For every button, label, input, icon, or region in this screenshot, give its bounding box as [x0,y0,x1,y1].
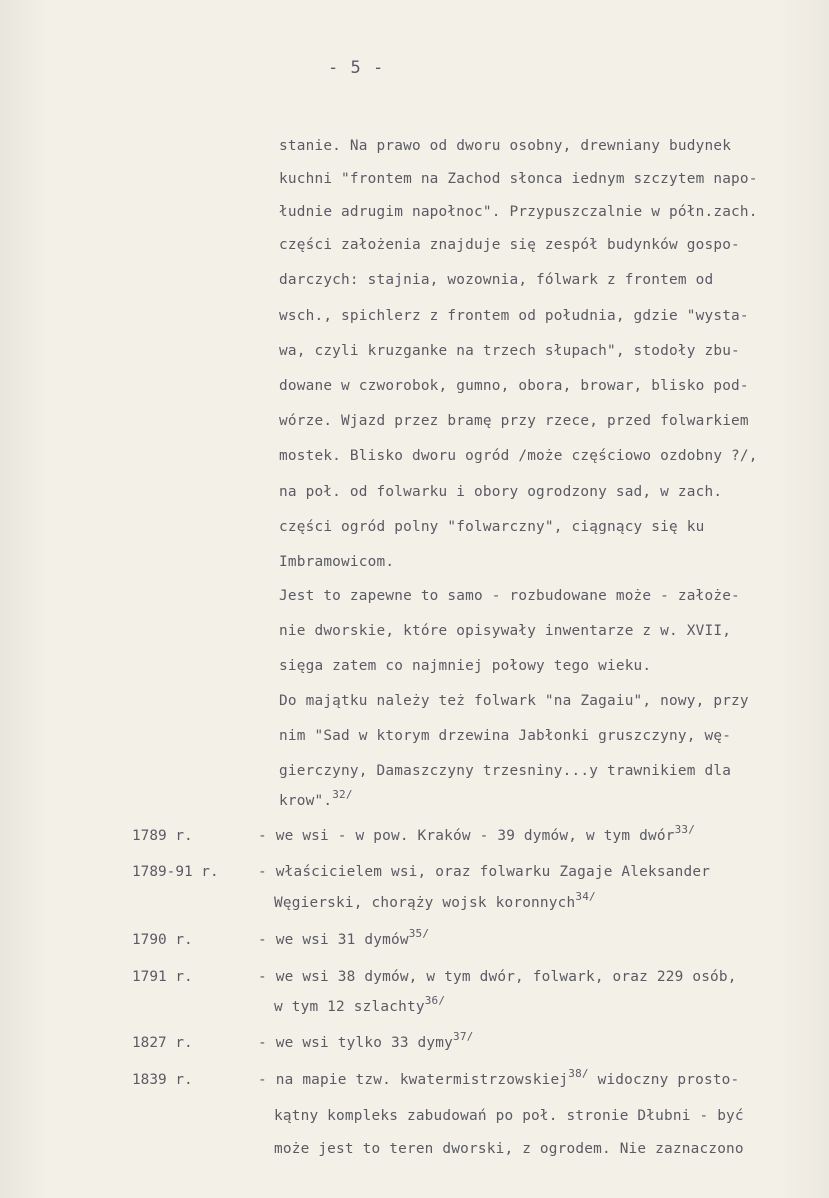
entry-text: kątny kompleks zabudowań po poł. stronie Dłubni - być [274,1108,744,1124]
entry-text [274,994,446,1017]
entry-text-body: - we wsi - w pow. Kraków - 39 dymów, w tym dwór [258,828,675,844]
entry-text-body: - na mapie tzw. kwatermistrzowskiej [258,1072,569,1088]
text-line: na poł. od folwarku i obory ogrodzony sad, w zach. [279,484,723,500]
page-number: - 5 - [328,58,385,78]
entry-text [258,927,430,950]
text-line: kuchni "frontem na Zachod słonca iednym szczytem napo- [279,171,758,187]
entry-year: 1827 r. [132,1035,193,1051]
entry-text [258,1067,740,1090]
text-line: nim "Sad w ktorym drzewina Jabłonki gruszczyny, wę- [279,728,732,744]
footnote-ref: 36/ [424,994,446,1007]
text-line: wa, czyli kruzganke na trzech słupach", stodoły zbu- [279,343,740,359]
text-line: nie dworskie, które opisywały inwentarze z w. XVII, [279,623,732,639]
footnote-ref: 33/ [674,823,696,836]
entry-year: 1839 r. [132,1072,193,1088]
text-line: części ogród polny "folwarczny", ciągnący się ku [279,519,705,535]
text-line: dowane w czworobok, gumno, obora, browar, blisko pod- [279,378,749,394]
text-line: łudnie adrugim napołnoc". Przypuszczalnie w półn.zach. [279,204,758,220]
text-line: darczych: stajnia, wozownia, fólwark z frontem od [279,272,714,288]
entry-text: może jest to teren dworski, z ogrodem. Nie zaznaczono [274,1141,744,1157]
entry-text [258,1030,474,1053]
text-line: wsch., spichlerz z frontem od południa, gdzie "wysta- [279,308,749,324]
footnote-ref: 34/ [575,890,596,903]
text-line: wórze. Wjazd przez bramę przy rzece, przed folwarkiem [279,413,749,429]
entry-text-body: - we wsi 31 dymów [258,932,409,948]
text-line: Jest to zapewne to samo - rozbudowane może - założe- [279,588,740,604]
entry-text-continuation: widoczny prosto- [588,1072,740,1088]
entry-year: 1790 r. [132,932,193,948]
text-line: Do majątku należy też folwark "na Zagaiu", nowy, przy [279,693,749,709]
footnote-ref: 32/ [332,788,353,801]
text-line: Imbramowicom. [279,554,395,570]
text-line: części założenia znajduje się zespół budynków gospo- [279,237,740,253]
footnote-ref: 38/ [568,1067,589,1080]
text-line: stanie. Na prawo od dworu osobny, drewniany budynek [279,138,732,154]
entry-year: 1789-91 r. [132,864,219,880]
text-line: gierczyny, Damaszczyny trzesniny...y trawnikiem dla [279,763,732,779]
footnote-ref: 37/ [453,1030,474,1043]
footnote-ref: 35/ [408,927,430,940]
text-line [279,788,353,811]
entry-year: 1789 r. [132,828,193,844]
entry-text-body: - we wsi tylko 33 dymy [258,1035,454,1051]
entry-text: - we wsi 38 dymów, w tym dwór, folwark, oraz 229 osób, [258,969,737,985]
entry-text-body: w tym 12 szlachty [274,999,425,1015]
text-line: mostek. Blisko dworu ogród /może częściowo ozdobny ?/, [279,448,758,464]
entry-text [258,823,696,846]
entry-text [274,890,596,913]
entry-text-body: Węgierski, chorąży wojsk koronnych [274,895,576,911]
text-line-body: krow". [279,793,333,809]
text-line: sięga zatem co najmniej połowy tego wieku. [279,658,652,674]
entry-text: - właścicielem wsi, oraz folwarku Zagaje Aleksander [258,864,711,880]
entry-year: 1791 r. [132,969,193,985]
